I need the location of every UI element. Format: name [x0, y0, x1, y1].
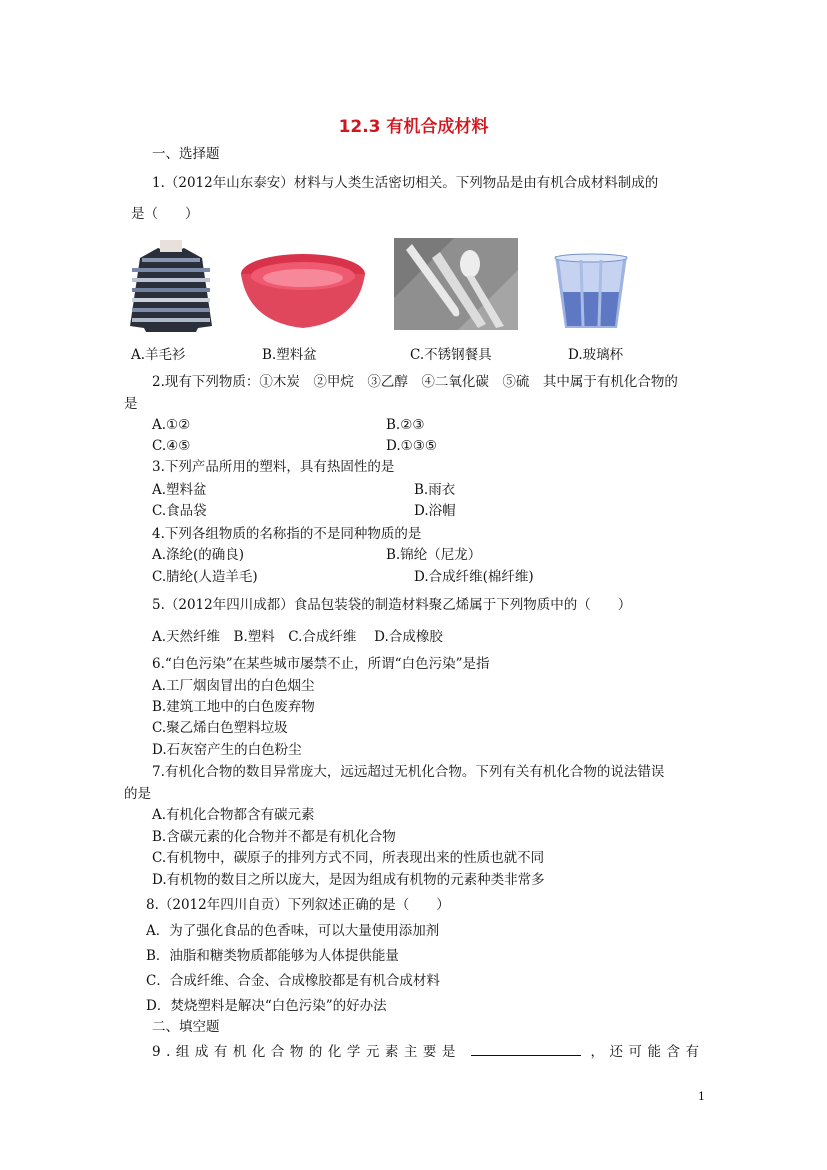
question-7-stem: 7.有机化合物的数目异常庞大，远远超过无机化合物。下列有关有机化合物的说法错误 — [152, 764, 665, 780]
q6-option-b: B.建筑工地中的白色废弃物 — [152, 699, 315, 715]
q2-option-a: A.①② — [152, 417, 191, 433]
question-5-stem: 5.（2012年四川成都）食品包装袋的制造材料聚乙烯属于下列物质中的（ ） — [152, 597, 632, 613]
glass-cup-image — [553, 252, 629, 330]
q1-option-d: D.玻璃杯 — [568, 347, 624, 363]
q4-option-c: C.腈纶(人造羊毛) — [152, 569, 258, 585]
q2-option-c: C.④⑤ — [152, 438, 191, 454]
question-6-stem: 6.“白色污染”在某些城市屡禁不止，所谓“白色污染”是指 — [152, 656, 490, 672]
question-9-stem — [152, 1041, 704, 1061]
cutlery-image — [394, 238, 518, 330]
q4-option-a: A.涤纶(的确良) — [152, 547, 245, 563]
q3-option-b: B.雨衣 — [414, 482, 456, 498]
q2-option-b: B.②③ — [386, 417, 425, 433]
q4-option-b: B.锦纶（尼龙） — [386, 547, 482, 563]
plastic-basin-image — [238, 252, 368, 332]
q9-blank[interactable] — [471, 1041, 581, 1056]
question-3-stem: 3.下列产品所用的塑料，具有热固性的是 — [152, 459, 395, 475]
q8-option-a: A．为了强化食品的色香味，可以大量使用添加剂 — [146, 923, 440, 939]
q2-option-d: D.①③⑤ — [386, 438, 437, 454]
question-4-stem: 4.下列各组物质的名称指的不是同种物质的是 — [152, 526, 422, 542]
q8-option-c: C．合成纤维、合金、合成橡胶都是有机合成材料 — [146, 973, 440, 989]
q9-prefix: 9.组成有机化合物的化学元素主要是 — [152, 1044, 461, 1060]
q8-option-d: D．焚烧塑料是解决“白色污染”的好办法 — [146, 998, 387, 1014]
question-8-stem: 8.（2012年四川自贡）下列叙述正确的是（ ） — [146, 897, 450, 913]
q7-option-b: B.含碳元素的化合物并不都是有机化合物 — [152, 829, 396, 845]
q4-option-d: D.合成纤维(棉纤维) — [414, 569, 534, 585]
q7-option-a: A.有机化合物都含有碳元素 — [152, 807, 315, 823]
page-title: 12.3 有机合成材料 — [338, 117, 489, 137]
page-number: 1 — [698, 1090, 705, 1103]
question-7-stem-cont: 的是 — [124, 786, 151, 802]
q1-option-a: A.羊毛衫 — [131, 347, 186, 363]
section-heading-choice: 一、选择题 — [152, 146, 220, 162]
q6-option-c: C.聚乙烯白色塑料垃圾 — [152, 720, 288, 736]
question-1-stem: 1.（2012年山东泰安）材料与人类生活密切相关。下列物品是由有机合成材料制成的 — [152, 175, 659, 191]
q1-option-c: C.不锈钢餐具 — [410, 347, 492, 363]
question-2-stem-cont: 是 — [124, 396, 138, 412]
q1-option-b: B.塑料盆 — [262, 347, 317, 363]
q6-option-a: A.工厂烟囱冒出的白色烟尘 — [152, 678, 315, 694]
q7-option-c: C.有机物中，碳原子的排列方式不同，所表现出来的性质也就不同 — [152, 850, 545, 866]
q7-option-d: D.有机物的数目之所以庞大，是因为组成有机物的元素种类非常多 — [152, 872, 545, 888]
q8-option-b: B．油脂和糖类物质都能够为人体提供能量 — [146, 948, 399, 964]
q3-option-d: D.浴帽 — [414, 503, 456, 519]
question-1-stem-cont: 是（ ） — [131, 206, 199, 222]
question-2-stem: 2.现有下列物质：①木炭 ②甲烷 ③乙醇 ④二氧化碳 ⑤硫 其中属于有机化合物的 — [152, 374, 678, 390]
q6-option-d: D.石灰窑产生的白色粉尘 — [152, 742, 302, 758]
section-heading-fill: 二、填空题 — [152, 1019, 220, 1035]
q5-options: A.天然纤维 B.塑料 C.合成纤维 D.合成橡胶 — [152, 629, 443, 645]
q9-suffix: ，还可能含有 — [590, 1044, 705, 1060]
q3-option-c: C.食品袋 — [152, 503, 207, 519]
sweater-image — [126, 240, 216, 332]
q3-option-a: A.塑料盆 — [152, 482, 207, 498]
